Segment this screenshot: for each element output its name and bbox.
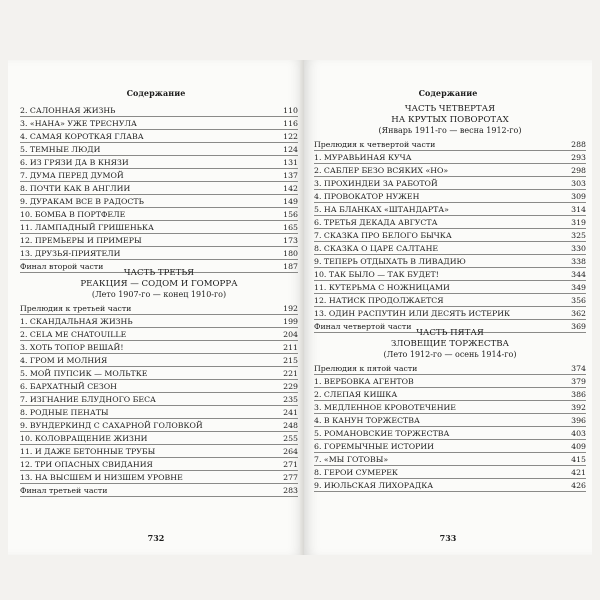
toc-entry-title: 6. БАРХАТНЫЙ СЕЗОН — [20, 382, 117, 391]
toc-entry-title: 9. ТЕПЕРЬ ОТДЫХАТЬ В ЛИВАДИЮ — [314, 257, 466, 266]
part-title: ЗЛОВЕЩИЕ ТОРЖЕСТВА — [390, 338, 510, 349]
toc-entry — [20, 328, 298, 341]
toc-entry — [314, 281, 586, 294]
toc-entry — [314, 479, 586, 492]
toc-entry-page: 221 — [283, 369, 298, 378]
toc-entry-page: 173 — [283, 236, 298, 245]
toc-entry — [314, 190, 586, 203]
toc-entry-title: 8. ГЕРОИ СУМЕРЕК — [314, 468, 398, 477]
toc-entry-title: 1. СКАНДАЛЬНАЯ ЖИЗНЬ — [20, 317, 133, 326]
toc-entry-title: 8. ПОЧТИ КАК В АНГЛИИ — [20, 184, 131, 193]
toc-entry-title: 2. CELA ME CHATOUILLE — [20, 330, 127, 339]
toc-entry-title: 12. НАТИСК ПРОДОЛЖАЕТСЯ — [314, 296, 444, 305]
toc-entry — [314, 177, 586, 190]
toc-entry-page: 110 — [283, 106, 298, 115]
toc-entry-title: 6. ТРЕТЬЯ ДЕКАДА АВГУСТА — [314, 218, 438, 227]
toc-entry — [314, 307, 586, 320]
toc-entry — [20, 169, 298, 182]
toc-entry-page: 379 — [571, 377, 586, 386]
toc-entry-page: 319 — [571, 218, 586, 227]
toc-entry-page: 165 — [283, 223, 298, 232]
part-dates: (Лето 1907-го — конец 1910-го) — [91, 289, 227, 299]
left-page — [8, 60, 304, 555]
toc-entry-title: 7. ДУМА ПЕРЕД ДУМОЙ — [20, 171, 124, 180]
toc-entry-title: Прелюдия к четвертой части — [314, 140, 436, 149]
toc-entry — [20, 221, 298, 234]
toc-entry — [314, 414, 586, 427]
toc-entry-page: 116 — [283, 119, 298, 128]
toc-entry-page: 421 — [571, 468, 586, 477]
toc-entry-page: 211 — [283, 343, 298, 352]
toc-list-part5 — [314, 362, 586, 492]
toc-entry — [20, 380, 298, 393]
part-heading — [314, 328, 586, 360]
toc-entry — [20, 182, 298, 195]
toc-entry — [314, 362, 586, 375]
toc-entry-title: Финал третьей части — [20, 486, 108, 495]
toc-entry-page: 356 — [571, 296, 586, 305]
toc-list-part2 — [20, 104, 298, 273]
toc-entry-page: 349 — [571, 283, 586, 292]
toc-entry-page: 409 — [571, 442, 586, 451]
toc-entry-page: 392 — [571, 403, 586, 412]
toc-entry — [20, 302, 298, 315]
toc-entry-title: 10. БОМБА В ПОРТФЕЛЕ — [20, 210, 126, 219]
toc-entry-page: 122 — [283, 132, 298, 141]
toc-entry-page: 330 — [571, 244, 586, 253]
toc-entry-page: 344 — [571, 270, 586, 279]
toc-entry-title: 13. НА ВЫСШЕМ И НИЗШЕМ УРОВНЕ — [20, 473, 183, 482]
toc-entry — [314, 427, 586, 440]
toc-entry — [20, 315, 298, 328]
toc-entry — [314, 203, 586, 216]
toc-entry-title: 6. ГОРЕМЫЧНЫЕ ИСТОРИИ — [314, 442, 434, 451]
part-title: НА КРУТЫХ ПОВОРОТАХ — [391, 114, 509, 125]
part-label: ЧАСТЬ ТРЕТЬЯ — [123, 268, 195, 278]
toc-entry-page: 314 — [571, 205, 586, 214]
toc-entry-page: 325 — [571, 231, 586, 240]
toc-entry-title: 13. ДРУЗЬЯ-ПРИЯТЕЛИ — [20, 249, 121, 258]
toc-entry — [20, 341, 298, 354]
toc-entry-page: 124 — [283, 145, 298, 154]
toc-entry-title: 2. САЛОННАЯ ЖИЗНЬ — [20, 106, 116, 115]
toc-entry-title: Прелюдия к пятой части — [314, 364, 418, 373]
toc-entry-page: 255 — [283, 434, 298, 443]
toc-entry — [20, 195, 298, 208]
toc-entry — [20, 208, 298, 221]
part-heading — [314, 104, 586, 136]
toc-entry — [314, 138, 586, 151]
toc-entry-page: 374 — [571, 364, 586, 373]
part-dates: (Лето 1912-го — осень 1914-го) — [383, 349, 517, 359]
toc-entry-title: 5. ТЕМНЫЕ ЛЮДИ — [20, 145, 101, 154]
toc-entry-page: 248 — [283, 421, 298, 430]
toc-entry — [20, 484, 298, 497]
toc-entry — [314, 401, 586, 414]
toc-entry-page: 426 — [571, 481, 586, 490]
right-page — [304, 60, 592, 555]
toc-entry-page: 338 — [571, 257, 586, 266]
toc-entry-page: 293 — [571, 153, 586, 162]
toc-entry-title: 12. ТРИ ОПАСНЫХ СВИДАНИЯ — [20, 460, 153, 469]
toc-entry — [20, 419, 298, 432]
toc-entry — [20, 130, 298, 143]
toc-entry — [314, 242, 586, 255]
toc-entry — [314, 294, 586, 307]
page-number: 733 — [439, 533, 457, 543]
toc-entry-page: 180 — [283, 249, 298, 258]
toc-entry-title: 11. КУТЕРЬМА С НОЖНИЦАМИ — [314, 283, 450, 292]
toc-entry-title: 11. ЛАМПАДНЫЙ ГРИШЕНЬКА — [20, 223, 154, 232]
toc-entry — [314, 388, 586, 401]
toc-entry-page: 277 — [283, 473, 298, 482]
toc-entry-title: 4. САМАЯ КОРОТКАЯ ГЛАВА — [20, 132, 144, 141]
toc-entry-title: 9. ИЮЛЬСКАЯ ЛИХОРАДКА — [314, 481, 434, 490]
running-head: Содержание — [418, 88, 478, 98]
toc-entry — [20, 117, 298, 130]
toc-entry-page: 192 — [283, 304, 298, 313]
toc-entry-page: 142 — [283, 184, 298, 193]
toc-entry-page: 309 — [571, 192, 586, 201]
toc-entry-title: 11. И ДАЖЕ БЕТОННЫЕ ТРУБЫ — [20, 447, 156, 456]
toc-entry-page: 149 — [283, 197, 298, 206]
toc-entry-page: 369 — [571, 322, 586, 331]
toc-entry-title: 3. МЕДЛЕННОЕ КРОВОТЕЧЕНИЕ — [314, 403, 456, 412]
page-number: 732 — [147, 533, 165, 543]
toc-entry-page: 137 — [283, 171, 298, 180]
toc-entry-page: 264 — [283, 447, 298, 456]
toc-entry-title: 4. ПРОВОКАТОР НУЖЕН — [314, 192, 420, 201]
toc-entry-title: 10. ТАК БЫЛО — ТАК БУДЕТ! — [314, 270, 439, 279]
toc-entry-title: 5. МОЙ ПУПСИК — МОЛЬТКЕ — [20, 369, 148, 378]
toc-entry-page: 204 — [283, 330, 298, 339]
toc-entry-title: 9. ВУНДЕРКИНД С САХАРНОЙ ГОЛОВКОЙ — [20, 421, 203, 430]
toc-entry-page: 396 — [571, 416, 586, 425]
toc-entry-title: 3. ХОТЬ ТОПОР ВЕШАЙ! — [20, 343, 124, 352]
toc-entry-title: 3. «НАНА» УЖЕ ТРЕСНУЛА — [20, 119, 137, 128]
toc-entry — [314, 375, 586, 388]
toc-entry — [314, 466, 586, 479]
part-title: РЕАКЦИЯ — СОДОМ И ГОМОРРА — [80, 278, 238, 289]
toc-entry — [20, 406, 298, 419]
toc-entry — [20, 445, 298, 458]
toc-entry-title: 9. ДУРАКАМ ВСЕ В РАДОСТЬ — [20, 197, 144, 206]
toc-entry-title: Прелюдия к третьей части — [20, 304, 132, 313]
toc-list-part3 — [20, 302, 298, 497]
toc-entry-page: 187 — [283, 262, 298, 271]
toc-entry-page: 403 — [571, 429, 586, 438]
toc-entry-title: 8. РОДНЫЕ ПЕНАТЫ — [20, 408, 109, 417]
toc-entry — [20, 247, 298, 260]
toc-entry-page: 362 — [571, 309, 586, 318]
toc-entry — [20, 156, 298, 169]
toc-entry-page: 241 — [283, 408, 298, 417]
toc-entry-page: 229 — [283, 382, 298, 391]
toc-entry-title: 10. КОЛОВРАЩЕНИЕ ЖИЗНИ — [20, 434, 148, 443]
toc-entry — [20, 354, 298, 367]
toc-entry-title: 1. ВЕРБОВКА АГЕНТОВ — [314, 377, 414, 386]
toc-entry-title: 13. ОДИН РАСПУТИН ИЛИ ДЕСЯТЬ ИСТЕРИК — [314, 309, 511, 318]
toc-entry-title: 5. РОМАНОВСКИЕ ТОРЖЕСТВА — [314, 429, 450, 438]
toc-entry-page: 271 — [283, 460, 298, 469]
toc-entry — [20, 458, 298, 471]
toc-entry-title: 12. ПРЕМЬЕРЫ И ПРИМЕРЫ — [20, 236, 142, 245]
toc-entry-title: 6. ИЗ ГРЯЗИ ДА В КНЯЗИ — [20, 158, 129, 167]
toc-entry — [314, 164, 586, 177]
toc-entry-title: 5. НА БЛАНКАХ «ШТАНДАРТА» — [314, 205, 449, 214]
toc-entry — [20, 104, 298, 117]
toc-list-part4 — [314, 138, 586, 333]
toc-entry-page: 235 — [283, 395, 298, 404]
toc-entry — [20, 143, 298, 156]
part-heading — [20, 268, 298, 300]
toc-entry-page: 215 — [283, 356, 298, 365]
toc-entry — [314, 268, 586, 281]
toc-entry — [314, 151, 586, 164]
toc-entry-title: Финал четвертой части — [314, 322, 412, 331]
toc-entry-page: 288 — [571, 140, 586, 149]
toc-entry-page: 156 — [283, 210, 298, 219]
toc-entry — [314, 440, 586, 453]
toc-entry — [20, 432, 298, 445]
part-dates: (Январь 1911-го — весна 1912-го) — [378, 125, 522, 135]
toc-entry-title: Финал второй части — [20, 262, 104, 271]
part-label: ЧАСТЬ ЧЕТВЕРТАЯ — [404, 104, 496, 114]
toc-entry-page: 199 — [283, 317, 298, 326]
toc-entry-title: 8. СКАЗКА О ЦАРЕ САЛТАНЕ — [314, 244, 439, 253]
toc-entry-title: 7. СКАЗКА ПРО БЕЛОГО БЫЧКА — [314, 231, 452, 240]
toc-entry-page: 386 — [571, 390, 586, 399]
toc-entry — [20, 393, 298, 406]
toc-entry-page: 131 — [283, 158, 298, 167]
toc-entry-page: 283 — [283, 486, 298, 495]
toc-entry-title: 1. МУРАВЬИНАЯ КУЧА — [314, 153, 412, 162]
toc-entry-title: 4. В КАНУН ТОРЖЕСТВА — [314, 416, 420, 425]
toc-entry — [314, 216, 586, 229]
toc-entry — [314, 453, 586, 466]
toc-entry-title: 2. СЛЕПАЯ КИШКА — [314, 390, 398, 399]
toc-entry-title: 4. ГРОМ И МОЛНИЯ — [20, 356, 108, 365]
toc-entry — [20, 471, 298, 484]
toc-entry — [20, 234, 298, 247]
toc-entry-title: 3. ПРОХИНДЕИ ЗА РАБОТОЙ — [314, 179, 438, 188]
toc-entry — [20, 367, 298, 380]
toc-entry — [314, 229, 586, 242]
toc-entry-title: 2. САБЛЕР БЕЗО ВСЯКИХ «НО» — [314, 166, 449, 175]
toc-entry — [314, 255, 586, 268]
toc-entry-page: 298 — [571, 166, 586, 175]
toc-entry-page: 415 — [571, 455, 586, 464]
part-label: ЧАСТЬ ПЯТАЯ — [416, 328, 484, 338]
running-head: Содержание — [126, 88, 186, 98]
toc-entry-title: 7. «МЫ ГОТОВЫ» — [314, 455, 389, 464]
toc-entry-title: 7. ИЗГНАНИЕ БЛУДНОГО БЕСА — [20, 395, 156, 404]
toc-entry-page: 303 — [571, 179, 586, 188]
